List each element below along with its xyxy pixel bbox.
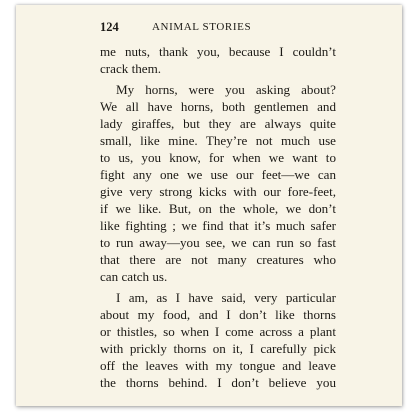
text-line: that there are not many creatures who <box>100 252 336 267</box>
text-line: fight any one we use our feet—we can <box>100 167 336 182</box>
text-line: if we like. But, on the whole, we don’t <box>100 201 336 216</box>
text-line: to run away—you see, we can run so fast <box>100 235 336 250</box>
text-line: crack them. <box>100 61 162 76</box>
text-line: small, like mine. They’re not much use <box>100 133 336 148</box>
running-title: ANIMAL STORIES <box>152 21 252 33</box>
text-line: off the leaves with my tongue and leave <box>100 358 336 373</box>
text-line: me nuts, thank you, because I couldn’t <box>100 44 336 59</box>
text-line: like fighting ; we find that it’s much safer <box>100 218 336 233</box>
page-header <box>100 19 340 35</box>
text-line: give very strong kicks with our fore-feet, <box>100 184 336 199</box>
text-line: or thistles, so when I come across a plant <box>100 324 336 339</box>
book-page <box>16 5 402 406</box>
paragraph <box>100 43 336 77</box>
text-line: My horns, were you asking about? <box>116 82 336 97</box>
text-line: the thorns behind. I don’t believe you <box>100 375 336 390</box>
body-text <box>100 43 336 391</box>
text-line: I am, as I have said, very particular <box>116 290 336 305</box>
text-line: to us, you know, for when we want to <box>100 150 336 165</box>
text-line: about my food, and I don’t like thorns <box>100 307 336 322</box>
text-line: lady giraffes, but they are always quite <box>100 116 336 131</box>
paragraph <box>100 81 336 285</box>
text-line: with prickly thorns on it, I carefully pick <box>100 341 336 356</box>
text-line: can catch us. <box>100 269 168 284</box>
paragraph <box>100 289 336 391</box>
page-number: 124 <box>100 20 119 34</box>
text-line: We all have horns, both gentlemen and <box>100 99 336 114</box>
